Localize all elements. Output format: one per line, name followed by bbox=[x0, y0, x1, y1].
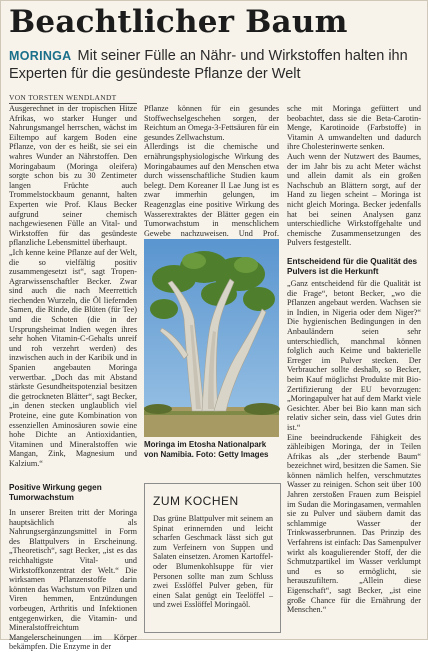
baobab-tree-image bbox=[144, 239, 279, 437]
cooking-box-title: ZUM KOCHEN bbox=[153, 494, 239, 508]
subhead-tumor: Positive Wirkung gegen Tumorwachstum bbox=[9, 483, 102, 502]
cooking-box bbox=[144, 483, 281, 633]
column-3-text: sche mit Moringa gefüttert und beobachtet, dass sie die Beta-Carotin-Menge, Karotinoide (Farbstoffe) in Vitamin A umwandelten und dadurch ihre Cholesterinwerte senken. Auch wenn der Nutzwert des Baumes, der im Jahr bis zu acht Meter wächst und allein damit als ein großen Nachschub an Blättern sorgt, auf der Hand zu liegen scheint – Moringa ist nicht gleich Moringa. Becker jedenfalls hat bei seinen Analysen ganz unterschiedliche Wirkstoffgehalte und chemische Zusammensetzungen des Pulvers festgestellt. bbox=[287, 104, 421, 248]
column-1-text: Ausgerechnet in der tropischen Hitze Afrikas, wo starker Hunger und Nahrungsmangel herrschen, wächst im Eiltempo auf kargem Boden eine Pflanze, von der es heißt, sie sei ein wahres Wunder an Nährstoffen. Den Moringabaum (Moringa oleifera) sorgte schon bis zu 30 Zentimeter langen Früchte auch Trommelstockbaum genannt, halten Experten wie Prof. Klaus Becker aufgrund seiner chemisch nachgewiesenen Fülle an Vital- und Wirkstoffen für das gesündeste pflanzliche Lebensmittel überhaupt. „Ich kenne keine Pflanze auf der Welt, die so vielfältig positiv zusammengesetzt ist“, sagt Tropen-Agrarwissenschaftler Becker. Zwar sind auch die nach Meerrettich riechenden Wurzeln, die Öl liefernden Samen, die Rinde, die Blüten (für Tee) und die Schoten (die in der Ursprungsheimat Indien wegen ihres sehr hohen Vitamin-C-Gehalts unreif und roh verzehrt werden) des inzwischen auch in der Karibik und in Spanien angebauten Moringa verwertbar. „Doch das mit Abstand stärkste Gesundheitspotenzial besitzen die getrockneten Blätter“, sagt Becker, „in denen stecken unglaublich viel Proteine, eine gute Kombination von essenziellen Aminosäuren sowie eine hohe Dichte an Antioxidantien, Vitaminen und Mineralstoffen wie Mangan, Zink, Magnesium und Kalzium.“ bbox=[9, 104, 137, 468]
cooking-box-text: Das grüne Blattpulver mit seinem an Spinat erinnernden und leicht scharfen Geschmack lässt sich gut zum Verfeinern von Suppen und Salaten einsetzen. Aromen Kartoffel- oder Blumenkohlsuppe für vier Personen sollte man zum Schluss zwei Esslöffel Pulver geben, für einen Salat genügt ein Teelöffel – und zwei Esslöffel Moringaöl. bbox=[153, 514, 273, 610]
byline: VON TORSTEN WENDLANDT bbox=[9, 93, 137, 104]
deck bbox=[9, 47, 421, 83]
headline: Beachtlicher Baum bbox=[9, 4, 348, 40]
deck-text: Mit seiner Fülle an Nähr- und Wirkstoffen halten ihn Experten für die gesündeste Pflanze der Welt bbox=[9, 48, 408, 82]
kicker: MORINGA bbox=[9, 49, 72, 63]
column-2-text: Pflanze können für ein gesundes Stoffwechselgeschehen sorgen, der Reichtum an Omega-3-Fettsäuren für ein gesundes Zellwachstum. Allerdings ist die chemische und ernährungsphysiologische Wirkung des Moringabaumes auf den Menschen etwa durch wissenschaftliche Studien kaum belegt. Dem Koreaner Il Lae Jung ist es zwar immerhin gelungen, im Reagenzglas eine positive Wirkung des Wasserextraktes der Blätter gegen ein Tumorwachstum in menschlichem Gewebe nachzuweisen. Und Prof. bbox=[144, 104, 279, 238]
column-1b-text: In unserer Breiten tritt der Moringa hauptsächlich als Nahrungsergänzungsmittel in Form des Blattpulvers in Erscheinung. „Theoretisch“, sagt Becker, „ist es das reichhaltigste Vital- und Wirkstoffkonzentrat der Welt.“ Die wirksamen Pflanzenstoffe darin könnten das Wachstum von Pilzen und Viren hemmen, Entzündungen vorbeugen, Arthritis und Infektionen entgegenwirken, die Vitamin- und Mineralstoffreichtum Mangelerscheinungen im Körper bekämpfen. Die Enzyme in der bbox=[9, 508, 137, 652]
photo-caption: Moringa im Etosha Nationalpark von Namibia. Foto: Getty Images bbox=[144, 440, 269, 459]
subhead-herkunft: Entscheidend für die Qualität des Pulvers ist die Herkunft bbox=[287, 257, 418, 276]
moringa-photo bbox=[144, 239, 279, 437]
column-3b-text: „Ganz entscheidend für die Qualität ist die Frage“, betont Becker, „wo die Pflanzen angebaut werden. Wachsen sie in Indien, in Nigeria oder dem Niger?“ Die hygienischen Bedingungen in den Anbauländern seien sehr unterschiedlich, manchmal können folglich auch Keime und bakterielle Erreger im Pulver stecken. Der Verbraucher sollte deshalb, so Becker, beim Kauf möglichst Produkte mit Bio-Zertifizierung der EU bevorzugen: „Moringapulver hat auf dem Markt viele Gesichter. Aber bei Bio kann man sich relativ sicher sein, dass viel Gutes drin ist.“ Eine beeindruckende Fähigkeit des zähleibigen Moringa, der in Teilen Afrikas als „der sterbende Baum“ bezeichnet wird, besitzen die Samen. Sie können nämlich helfen, verschmutztes Wasser zu reinigen. Schon seit über 100 Jahren zerstoßen Frauen zum Beispiel im Sudan die Moringasamen, vermahlen sie zu Pulver und säubern damit das schlammige Wasser der Trinkwasserbrunnen. Das Prinzip des Verfahrens ist einfach: Das Samenpulver wirkt als koagulierender Stoff, der die Schmutzpartikel im Wasser verklumpt und es so ermöglicht, sie herauszufiltern. „Allein diese Eigenschaft“, sagt Becker, „ist eine große Chance für die Ernährung der Menschen.“ bbox=[287, 279, 421, 615]
